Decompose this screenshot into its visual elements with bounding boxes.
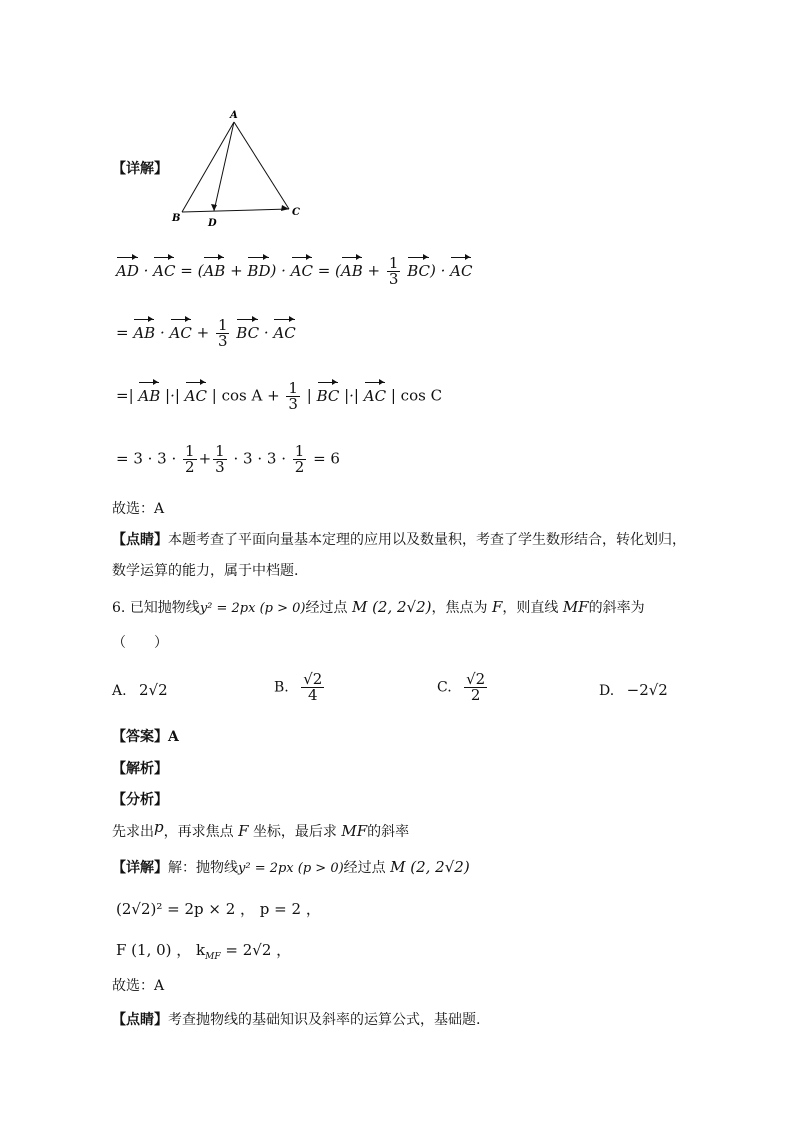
comment-text: 本题考查了平面向量基本定理的应用以及数量积，考查了学生数形结合，转化划归， bbox=[168, 532, 686, 548]
detail-2-step-2 bbox=[116, 941, 291, 966]
side-ab bbox=[182, 122, 234, 212]
segment-ad bbox=[214, 122, 234, 211]
frac-num: √2 bbox=[466, 670, 486, 688]
frac-num: 1 bbox=[217, 316, 228, 334]
fenxi-p: p bbox=[154, 818, 164, 836]
frac-den: 2 bbox=[294, 458, 305, 476]
frac-den: 3 bbox=[388, 270, 399, 288]
equation-1: AD · AC = (AB + BD) · AC = (AB + $\frac{1}{3}$ BC) · AC bbox=[116, 254, 473, 288]
vec-ac: AC bbox=[184, 386, 207, 405]
equation-2: = AB · AC + $\frac{1}{3}$ BC · AC bbox=[116, 316, 296, 350]
fenxi-a: 先求出 bbox=[112, 824, 154, 840]
frac-num: 1 bbox=[294, 442, 305, 460]
comment-1-line-2: 数学运算的能力，属于中档题. bbox=[112, 563, 299, 579]
vec-bc: BC bbox=[407, 261, 430, 280]
fraction-half bbox=[183, 444, 197, 475]
option-a-value: 2√2 bbox=[139, 681, 168, 699]
option-c-fraction bbox=[464, 672, 487, 703]
detail-2-label: 【详解】 bbox=[112, 860, 168, 876]
eq4-mid: · 3 · 3 · bbox=[233, 449, 286, 468]
fenxi-d: 的斜率 bbox=[367, 824, 410, 840]
comment-1-line-1 bbox=[112, 531, 686, 549]
vec-ac-2: AC bbox=[363, 386, 387, 405]
option-b-fraction bbox=[301, 672, 324, 703]
option-b[interactable] bbox=[274, 672, 326, 703]
fenxi-tag: 【分析】 bbox=[112, 792, 168, 808]
answer-line-1: 故选：A bbox=[112, 501, 165, 517]
equation-4: = 3 · 3 · $\frac{1}{2}$ + $\frac{1}{3}$ · 3 · 3 · $\frac{1}{2}$ = 6 bbox=[116, 442, 340, 476]
fraction-one-third bbox=[387, 256, 401, 287]
vec-bd: BD bbox=[247, 261, 271, 280]
fenxi-f: F bbox=[238, 822, 249, 840]
vec-ab: AB bbox=[203, 261, 226, 280]
step-2-sub: MF bbox=[205, 952, 221, 962]
fraction-one-third bbox=[216, 318, 230, 349]
option-d-label: D. bbox=[599, 683, 615, 699]
fenxi-mf: MF bbox=[341, 822, 368, 840]
question-paren: （ ） bbox=[112, 635, 168, 651]
frac-den: 3 bbox=[215, 458, 225, 476]
answer-line-2: 故选：A bbox=[112, 978, 165, 994]
q-text-c: ，焦点为 bbox=[431, 600, 488, 616]
label-b: B bbox=[172, 213, 181, 224]
frac-den: 3 bbox=[288, 395, 298, 413]
eq4-tail: = 6 bbox=[313, 449, 340, 468]
vec-ac-3: AC bbox=[450, 261, 473, 280]
fenxi-text bbox=[112, 818, 410, 841]
comment-label: 【点睛】 bbox=[112, 532, 168, 548]
option-c[interactable] bbox=[437, 672, 489, 703]
frac-num: 1 bbox=[388, 254, 399, 272]
side-ac bbox=[234, 122, 289, 209]
label-d: D bbox=[208, 218, 217, 229]
question-number: 6. bbox=[112, 600, 126, 616]
frac-den: 2 bbox=[470, 686, 481, 704]
q-text-a: 已知抛物线 bbox=[129, 600, 200, 616]
detail-2-point: M (2, 2√2) bbox=[390, 858, 470, 876]
parabola-equation: y² = 2px (p > 0) bbox=[199, 601, 306, 616]
frac-num: 1 bbox=[185, 442, 195, 460]
cos-c: cos C bbox=[400, 386, 443, 405]
vec-ab: AB bbox=[138, 386, 161, 405]
vec-bc: BC bbox=[316, 386, 340, 405]
option-a[interactable] bbox=[112, 681, 168, 700]
frac-num: 1 bbox=[288, 379, 298, 397]
vec-ac-2: AC bbox=[290, 261, 313, 280]
comment-2-text: 考查抛物线的基础知识及斜率的运算公式，基础题. bbox=[168, 1012, 481, 1028]
fraction-one-third bbox=[213, 444, 227, 475]
detail-2-line-1 bbox=[112, 858, 470, 878]
q-text-d: ，则直线 bbox=[502, 600, 559, 616]
frac-num: √2 bbox=[303, 670, 323, 688]
detail-header: 【详解】 bbox=[112, 161, 168, 177]
vec-ac: AC bbox=[169, 323, 192, 342]
detail-2-text: 解：抛物线 bbox=[168, 860, 238, 876]
step-2-head: F (1, 0) ， k bbox=[116, 941, 206, 959]
fraction-one-third bbox=[286, 381, 300, 412]
label-a: A bbox=[230, 110, 238, 121]
focus-f: F bbox=[491, 598, 503, 616]
fenxi-b: ，再求焦点 bbox=[163, 824, 234, 840]
frac-num: 1 bbox=[215, 442, 225, 460]
option-b-label: B. bbox=[274, 679, 289, 696]
eq4-lead: = 3 · 3 · bbox=[116, 449, 177, 468]
frac-den: 3 bbox=[217, 332, 228, 350]
vec-ac: AC bbox=[153, 261, 176, 280]
equation-3: =| AB |·| AC | cos A + $\frac{1}{3}$ | BC |·| AC | cos C bbox=[116, 379, 443, 413]
label-c: C bbox=[292, 207, 300, 218]
fraction-half-2 bbox=[293, 444, 307, 475]
vec-ab-2: AB bbox=[340, 261, 363, 280]
vec-ac-2: AC bbox=[273, 323, 296, 342]
vec-ab: AB bbox=[133, 323, 156, 342]
vec-ad: AD bbox=[116, 261, 139, 280]
detail-2-parabola: y² = 2px (p > 0) bbox=[238, 861, 344, 876]
q-text-e: 的斜率为 bbox=[588, 600, 645, 616]
frac-den: 4 bbox=[307, 686, 318, 704]
cos-a: cos A bbox=[221, 386, 263, 405]
triangle-figure bbox=[165, 105, 365, 230]
arrowhead-d bbox=[211, 204, 217, 211]
point-m: M (2, 2√2) bbox=[351, 598, 432, 616]
answer-tag: 【答案】A bbox=[112, 729, 179, 745]
comment-2-label: 【点睛】 bbox=[112, 1012, 168, 1028]
option-d-value: −2√2 bbox=[626, 681, 668, 699]
comment-2 bbox=[112, 1011, 480, 1029]
fenxi-c: 坐标，最后求 bbox=[252, 824, 337, 840]
side-bc bbox=[182, 209, 289, 212]
q-text-b: 经过点 bbox=[305, 600, 348, 616]
vec-bc: BC bbox=[236, 323, 260, 342]
option-a-label: A. bbox=[112, 683, 127, 699]
frac-den: 2 bbox=[185, 458, 195, 476]
option-d[interactable] bbox=[599, 681, 668, 700]
detail-2-via: 经过点 bbox=[343, 860, 386, 876]
question-6 bbox=[112, 598, 645, 618]
step-2-tail: = 2√2 ， bbox=[220, 941, 292, 959]
detail-2-step-1: (2√2)² = 2p × 2 ， p = 2 ， bbox=[116, 900, 321, 918]
option-c-label: C. bbox=[437, 679, 452, 696]
line-mf: MF bbox=[562, 598, 589, 616]
analysis-tag: 【解析】 bbox=[112, 761, 168, 777]
